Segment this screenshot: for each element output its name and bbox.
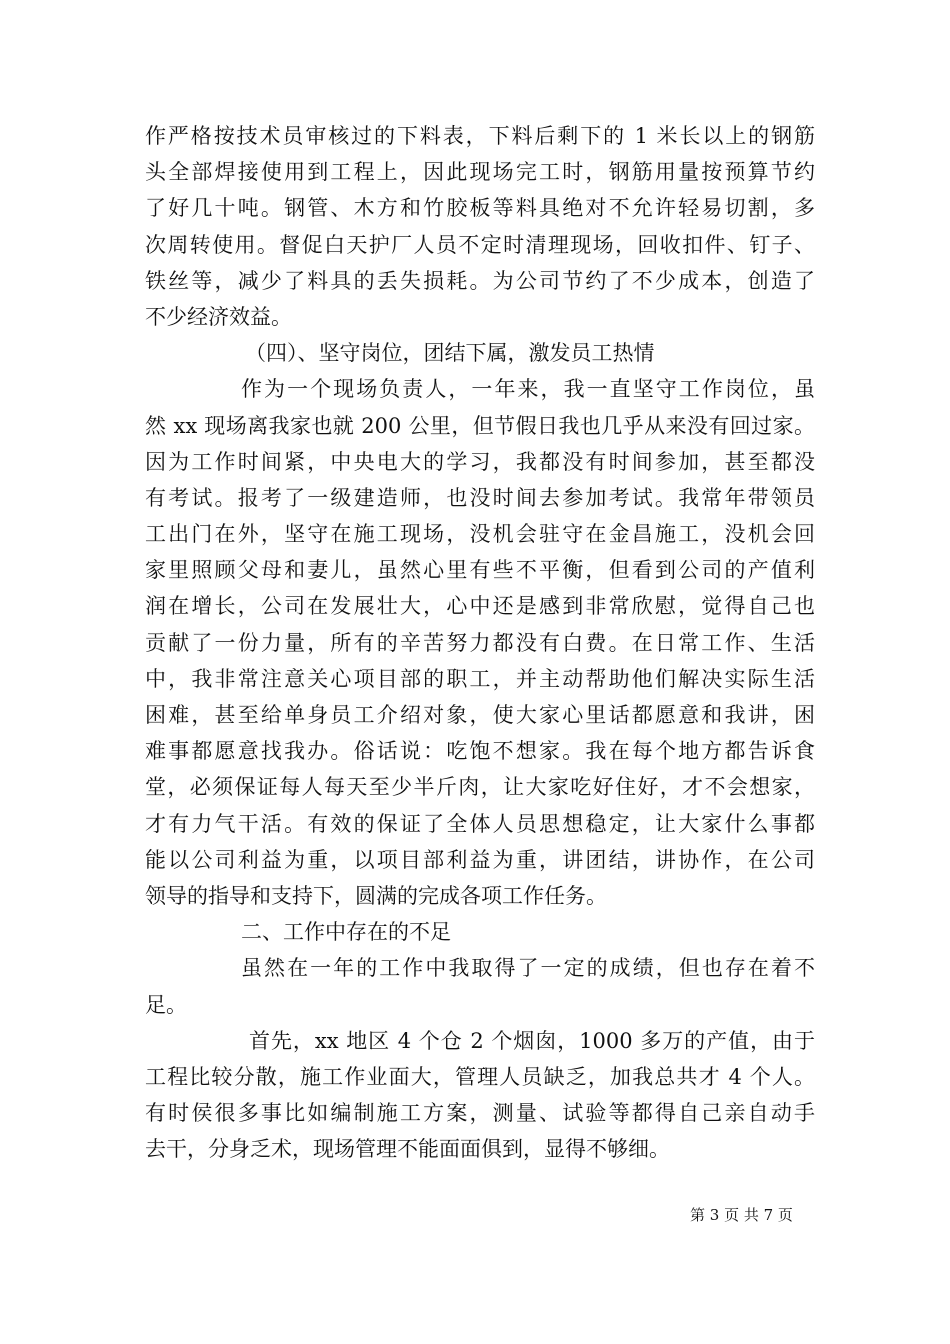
- section-heading-2: 二、工作中存在的不足: [241, 920, 451, 945]
- text-line: 难事都愿意找我办。俗话说：吃饱不想家。我在每个地方都告诉食: [145, 739, 815, 764]
- paragraph-first-line: 虽然在一年的工作中我取得了一定的成绩，但也存在着不: [241, 956, 815, 981]
- text-line: 次周转使用。督促白天护厂人员不定时清理现场，回收扣件、钉子、: [145, 232, 815, 257]
- text-line: 因为工作时间紧，中央电大的学习，我都没有时间参加，甚至都没: [145, 449, 815, 474]
- text-line: 润在增长，公司在发展壮大，心中还是感到非常欣慰，觉得自己也: [145, 594, 815, 619]
- document-body: [145, 118, 815, 1167]
- paragraph-first-line: 首先，xx 地区 4 个仓 2 个烟囱，1000 多万的产值，由于: [249, 1028, 815, 1053]
- text-line: 有时侯很多事比如编制施工方案，测量、试验等都得自己亲自动手: [145, 1101, 815, 1126]
- text-line: 困难，甚至给单身员工介绍对象，使大家心里话都愿意和我讲，困: [145, 703, 815, 727]
- text-line: 去干，分身乏术，现场管理不能面面俱到，显得不够细。: [145, 1137, 670, 1162]
- text-line: 领导的指导和支持下，圆满的完成各项工作任务。: [145, 883, 607, 908]
- text-line: 贡献了一份力量，所有的辛苦努力都没有白费。在日常工作、生活: [145, 630, 815, 655]
- paragraph-first-line: 作为一个现场负责人，一年来，我一直坚守工作岗位，虽: [241, 377, 815, 402]
- text-line: 堂，必须保证每人每天至少半斤肉，让大家吃好住好，才不会想家，: [145, 775, 815, 800]
- text-line: 足。: [145, 992, 187, 1017]
- text-line: 了好几十吨。钢管、木方和竹胶板等料具绝对不允许轻易切割，多: [145, 196, 815, 221]
- text-line: 作严格按技术员审核过的下料表，下料后剩下的 1 米长以上的钢筋: [145, 124, 815, 148]
- text-line: 能以公司利益为重，以项目部利益为重，讲团结，讲协作，在公司: [145, 847, 815, 872]
- text-line: 才有力气干活。有效的保证了全体人员思想稳定，让大家什么事都: [145, 811, 815, 836]
- text-line: 中，我非常注意关心项目部的职工，并主动帮助他们解决实际生活: [145, 666, 815, 691]
- text-line: 有考试。报考了一级建造师，也没时间去参加考试。我常年带领员: [145, 485, 815, 510]
- text-line: 工程比较分散，施工作业面大，管理人员缺乏，加我总共才 4 个人。: [145, 1064, 815, 1089]
- text-line: 铁丝等，减少了料具的丢失损耗。为公司节约了不少成本，创造了: [145, 268, 815, 293]
- text-line: 工出门在外，坚守在施工现场，没机会驻守在金昌施工，没机会回: [145, 522, 815, 547]
- text-line: 家里照顾父母和妻儿，虽然心里有些不平衡，但看到公司的产值利: [145, 558, 815, 583]
- text-line: 然 xx 现场离我家也就 200 公里，但节假日我也几乎从来没有回过家。: [145, 413, 815, 438]
- text-line: 不少经济效益。: [145, 304, 292, 329]
- page-number-footer: 第 3 页 共 7 页: [690, 1206, 793, 1224]
- text-line: 头全部焊接使用到工程上，因此现场完工时，钢筋用量按预算节约: [145, 160, 815, 185]
- section-heading-4: （四）、坚守岗位，团结下属，激发员工热情: [245, 341, 655, 366]
